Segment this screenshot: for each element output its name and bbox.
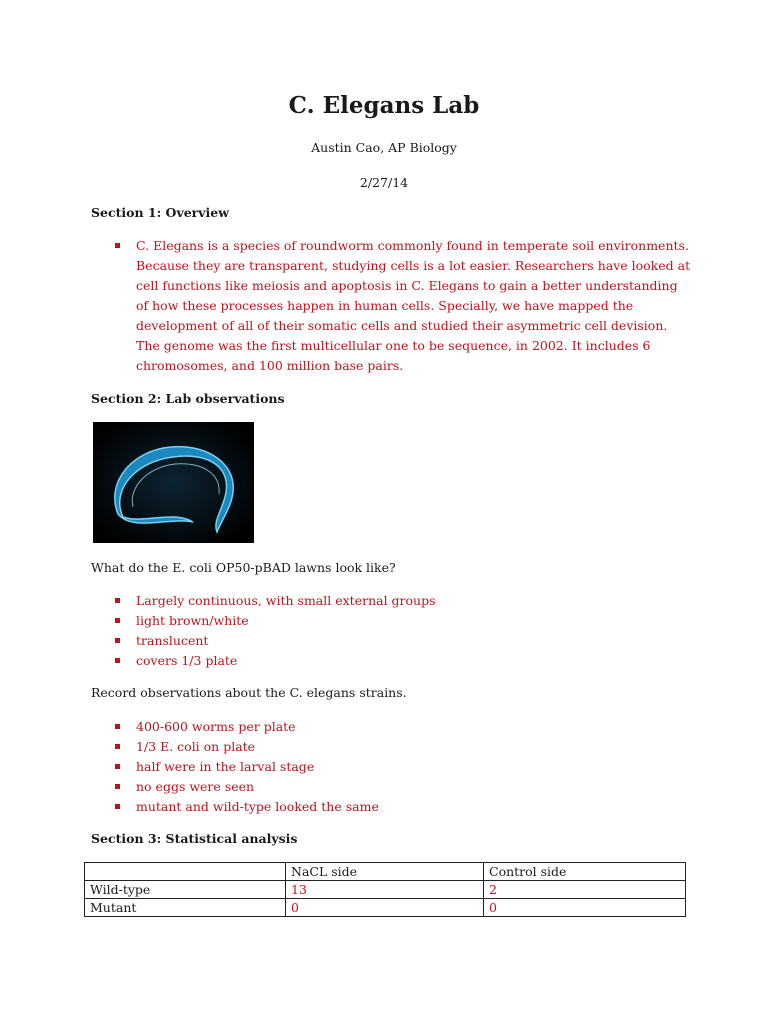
strains-answer-list: [91, 717, 691, 817]
list-item: 400-600 worms per plate: [91, 717, 691, 737]
section-1-heading: Section 1: Overview: [91, 205, 229, 220]
list-item: mutant and wild-type looked the same: [91, 797, 691, 817]
table-row: [85, 881, 686, 899]
table-cell: 0: [484, 899, 686, 917]
overview-bullet-list: [91, 236, 691, 376]
date-line: 2/27/14: [359, 175, 409, 190]
section-2-heading: Section 2: Lab observations: [91, 391, 285, 406]
document-title: C. Elegans Lab: [288, 92, 480, 119]
table-cell: 13: [286, 881, 484, 899]
table-cell: Control side: [484, 863, 686, 881]
table-row: [85, 899, 686, 917]
overview-bullet: C. Elegans is a species of roundworm commonly found in temperate soil environments. Because they are transparent, studying cells is a lot easier. Researchers have looked at cell functions like meiosis and apoptosis in C. Elegans to gain a better understanding of how these processes happen in human cells. Specially, we have mapped the development of all of their somatic cells and studied their asymmetric cell devision. The genome was the first multicellular one to be sequence, in 2002. It includes 6 chromosomes, and 100 million base pairs.: [91, 236, 691, 376]
table-header-row: [85, 863, 686, 881]
list-item: half were in the larval stage: [91, 757, 691, 777]
table-cell: 2: [484, 881, 686, 899]
author-line: Austin Cao, AP Biology: [311, 140, 457, 155]
question-strains: Record observations about the C. elegans strains.: [91, 685, 407, 700]
list-item: translucent: [91, 631, 691, 651]
question-lawns: What do the E. coli OP50-pBAD lawns look like?: [91, 560, 396, 575]
list-item: no eggs were seen: [91, 777, 691, 797]
table-cell: NaCL side: [286, 863, 484, 881]
table-cell: [85, 863, 286, 881]
section-3-heading: Section 3: Statistical analysis: [91, 831, 298, 846]
list-item: light brown/white: [91, 611, 691, 631]
lawns-answer-list: [91, 591, 691, 671]
worm-microscope-image: [93, 422, 254, 543]
list-item: covers 1/3 plate: [91, 651, 691, 671]
statistics-table: [84, 862, 686, 917]
table-cell: Mutant: [85, 899, 286, 917]
list-item: 1/3 E. coli on plate: [91, 737, 691, 757]
table-cell: 0: [286, 899, 484, 917]
list-item: Largely continuous, with small external groups: [91, 591, 691, 611]
table-cell: Wild-type: [85, 881, 286, 899]
